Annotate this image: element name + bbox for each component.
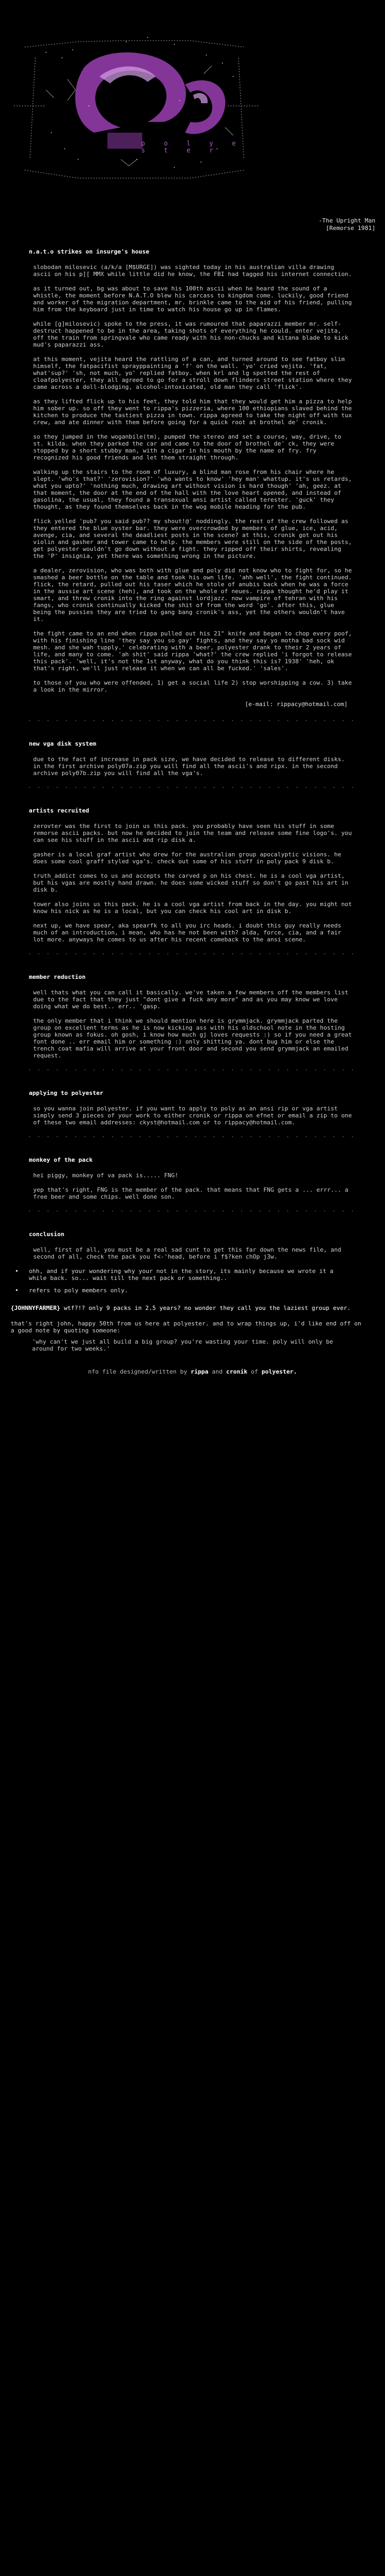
section-applying	[0, 1090, 385, 1126]
release-credit	[0, 217, 375, 232]
closing-text: that's right john, happy 50th from us here at polyester. and to wrap things up, i'd like end off on a good note by quoting someone:	[11, 1320, 365, 1334]
paragraph: walking up the stairs to the room of luxury, a blind man rose from his chair where he slept. 'who's that?' 'zerovision?' 'who wants to know' 'hey man' whattup. it's us retards, what you upto?' 'nothing much, drawing art without vision is hard though' 'ah, geez. at that moment, the door at the end of the hall with the love heart opened, and instead of gasolina, the usual, they found a transexual ansi artist called terester. 'guck' they thought, as they found themselves back in the wog mobile heading for the pub.	[33, 469, 356, 510]
release-author: -The Upright Man	[319, 217, 375, 224]
paragraph: zerovter was the first to join us this pack. you probably have seen his stuff in some remorse ascii packs. but now he decided to join the team and release some fine logo's. you can see his stuff in the ascii and rip disk a.	[33, 823, 356, 844]
section-title: new vga disk system	[29, 740, 96, 747]
footer-author-2: cronik	[226, 1368, 248, 1375]
paragraph: while [g]milosevic) spoke to the press, it was rumoured that paparazzi member mr. self-destruct happened to be in the area, taking shots of everything he could. enter vejita, off the train from springvale who came ready with his non-chucks and kitana blade to kick mud's paparazzi ass.	[33, 320, 352, 348]
closing-quote: 'why can't we just all build a big group? you're wasting your time. poly will only be around for two weeks.'	[32, 1338, 337, 1352]
footer-author-1: rippa	[190, 1368, 209, 1375]
paragraph: tower also joins us this pack. he is a cool vga artist from back in the day. you might not know his nick as he is a local, but you can check his cool art in disk b.	[33, 901, 356, 915]
paragraph: slobodan milosevic (a/k/a [M$URGE]) was sighted today in his australian villa drawing ascii on his p][ MMX while little did he know, the FBI had tagged his internet connection.	[33, 264, 352, 278]
section-title: monkey of the pack	[29, 1156, 93, 1163]
section-conclusion	[0, 1231, 385, 1260]
release-date: [Remorse 1981]	[326, 225, 375, 232]
paragraph: well, first of all, you must be a real sad cunt to get this far down the news file, and second of all, check the pack you f<-'head, before i f$?ken chOp j3w.	[33, 1246, 345, 1260]
paragraph: as they lifted flick up to his feet, they told him that they would get him a pizza to help him sober up. so off they went to rippa's pizzeria, where 100 ethiopians slaved behind the kitchen to produce the tastiest pizza in town. rippa agreed to take the night off with tux crew, and ate dinner with them before going for a quick root at brothel de' cronik.	[33, 398, 356, 426]
paragraph: hei piggy, monkey of va pack is..... FNG!	[33, 1172, 179, 1179]
section-title: n.a.t.o strikes on insurge's house	[29, 248, 150, 255]
divider: · · · · · · · · · · · · · · · · · · · · · · · · · · · · · · · · · · · ·	[28, 950, 356, 957]
paragraph: flick yelled 'pub? you said pub?? my shout!@' noddingly. the rest of the crew followed as they entered the blue oyster bar. they were overcrowded by members of glue, ice, acid, avenge, cia, and several the deadliest posts in the scene? at this, cronik got out his violin and gasher and tower came to help. the members were still on the side of the posts, get polyester wouldn't go down without a fight. they ripped off their shirts, revealing the 'P' insignia, yet there was something wrong in the picture.	[33, 518, 356, 559]
paragraph: so they jumped in the woganbile(tm), pumped the stereo and set a course, way, drive, to st. kilda. when they parked the car and came to the door of brothel de' ck, they were stopped by a short stubby man, with a cigar in his mouth by the name of fry. fry recognized his good friends and let them straight through.	[33, 433, 345, 461]
email-signature: [e-mail: rippacy@hotmail.com]	[244, 701, 348, 708]
footer-credit	[0, 1368, 385, 1375]
divider: · · · · · · · · · · · · · · · · · · · · · · · · · · · · · · · · · · · ·	[28, 784, 356, 791]
irc-quote	[11, 1305, 385, 1312]
footer-of: of	[251, 1368, 258, 1375]
paragraph: the only member that i think we should mention here is grymmjack. grymmjack parted the group on excellent terms as he is now kicking ass with his oldschool note in the hosting group known as fokus. oh gosh, i know how much gj loves requests :) so if you need a great font done .. err email him or something :) only shitting ya. dont bug him or else the trench coat mafia will arrive at your front door and second you send grymmjack an emailed request.	[33, 1017, 356, 1059]
bullet-icon: •	[15, 1268, 19, 1275]
list-item-text: refers to poly members only.	[29, 1287, 128, 1294]
section-title: member reduction	[29, 973, 86, 980]
footnote-list	[15, 1268, 385, 1294]
paragraph: next up, we have spear, aka spearfk to all you irc heads. i doubt this guy really needs much of an introduction, i mean, who has he not been with? alda, force, cia, and a fair lot more. anyways he comes to us after his recent comeback to the ansi scene.	[33, 922, 345, 943]
section-title: artists recruited	[29, 807, 89, 814]
section-nato-story	[0, 248, 385, 708]
list-item	[15, 1268, 385, 1282]
section-monkey-of-pack	[0, 1156, 385, 1200]
footer-group: polyester.	[261, 1368, 297, 1375]
ascii-logo-banner	[14, 26, 260, 197]
footer-prefix: nfo file designed/written by	[88, 1368, 188, 1375]
paragraph: well thats what you can call it basically. we've taken a few members off the members list due to the fact that they just "dont give a fuck any more" and as you may know we love doing what we do best.. err.. 'gasp.	[33, 989, 352, 1010]
paragraph: a dealer, zerovision, who was both with glue and poly did not know who to fight for, so he smashed a beer bottle on the table and took his own life. 'ahh well', the fight continued. flick, the retard, pulled out his taser which he stole of anubis back when he was a force in the aussie art scene (heh), and took on the whole of neues. rippa thought he'd play it smart, and threw cronik into the ring against lordjazz. now vampire of tehran with his fangs, who cronik continually kicked the shit of from the word 'go'. after this, glue being the pussies they are tried to gang bang cronik's ass, yet the others wouldn't have it.	[33, 567, 356, 623]
paragraph: yep that's right, FNG is the member of the pack. that means that FNG gets a ... errr... a free beer and some chips. well done son.	[33, 1186, 352, 1200]
section-artists-recruited	[0, 807, 385, 943]
divider: · · · · · · · · · · · · · · · · · · · · · · · · · · · · · · · · · · · ·	[28, 1067, 356, 1074]
divider: · · · · · · · · · · · · · · · · · · · · · · · · · · · · · · · · · · · ·	[28, 717, 356, 724]
divider: · · · · · · · · · · · · · · · · · · · · · · · · · · · · · · · · · · · ·	[28, 1208, 356, 1215]
quote-nick: {JOHNNYFARMER}	[11, 1305, 60, 1312]
paragraph: to those of you who were offended, 1) get a social life 2) stop worshipping a cow. 3) take a look in the mirror.	[33, 679, 356, 693]
paragraph: at this moment, vejita heard the rattling of a can, and turned around to see fatboy slim himself, the fatpacifist sprayppainting a 'f' on the wall. 'yo' cried vejita. 'fat, what'sup?' 'sh, not much, yo' replied fatboy. when krl and lg spotted the rest of cloafpolyester, they all agreed to go for a stroll down flinders street station where they came across a doll-blodging, alcohol-intoxicated, old man they call 'flick'.	[33, 356, 356, 390]
paragraph: so you wanna join polyester. if you want to apply to poly as an ansi rip or vga artist simply send 3 pieces of your work to either cronik or rippa on efnet or email a zip to one of these two email addresses: ckyst@hotmail.com or to rippacy@hotmail.com.	[33, 1105, 356, 1126]
paragraph: as it turned out, bg was about to save his 100th ascii when he heard the sound of a whistle, the moment before N.A.T.O blew his carcass to kingdom come. luckily, good friend and worker of the migration department, mr. brinkle came to the aid of his friend, pulling him from the keyboard just in time to watch his house go up in flames.	[33, 285, 356, 313]
list-item	[15, 1287, 385, 1294]
footer-and: and	[212, 1368, 223, 1375]
divider: · · · · · · · · · · · · · · · · · · · · · · · · · · · · · · · · · · · ·	[28, 1133, 356, 1140]
list-item-text: ohh, and if your wondering why your not in the story, its mainly because we wrote it a while back. so... wait till the next pack or something..	[29, 1268, 337, 1282]
section-vga-disk-system	[0, 740, 385, 777]
bullet-icon: •	[15, 1287, 19, 1294]
paragraph: gasher is a local graf artist who drew for the australian group apocalyptic visions. he does some cool graff styled vga's. check out some of his stuff in poly pack 9 disk b.	[33, 851, 345, 865]
logo-group-name: p o l y e s t e r	[141, 140, 244, 154]
paragraph: the fight came to an end when rippa pulled out his 21" knife and began to chop every poof, with his finishing line 'they say you so gay' fights, and they say yo motha bad sock wid mesh. and she wah tupply.' celebrating with a beer, polyester drank to their 2 years of life, and many to come. 'ah shit' said rippa 'what?' the crew replied 'i forgot to release this pack'. 'well, it's not the 1st anyway, what do you think this is? 1938' 'heh, ok that's right, we'll just release it when we can all be fucked.' 'sales'.	[33, 630, 356, 672]
paragraph: due to the fact of increase in pack size, we have decided to release to different disks. in the first archive poly07a.zip you will find all the ascii's and ripx. in the second archive poly07b.zip you will find all the vga's.	[33, 756, 349, 777]
section-title: applying to polyester	[29, 1090, 104, 1097]
paragraph: truth_addict comes to us and accepts the carved p on his chest. he is a cool vga artist, but his vgas are mostly hand drawn. he does some wicked stuff so don't go past his art in disk b.	[33, 872, 352, 893]
section-title: conclusion	[29, 1231, 65, 1238]
nfo-page	[0, 26, 385, 1391]
quote-text: wtf?!? only 9 packs in 2.5 years? no wonder they call you the laziest group ever.	[64, 1305, 351, 1312]
polyester-logo-art	[14, 26, 260, 197]
section-member-reduction	[0, 973, 385, 1059]
